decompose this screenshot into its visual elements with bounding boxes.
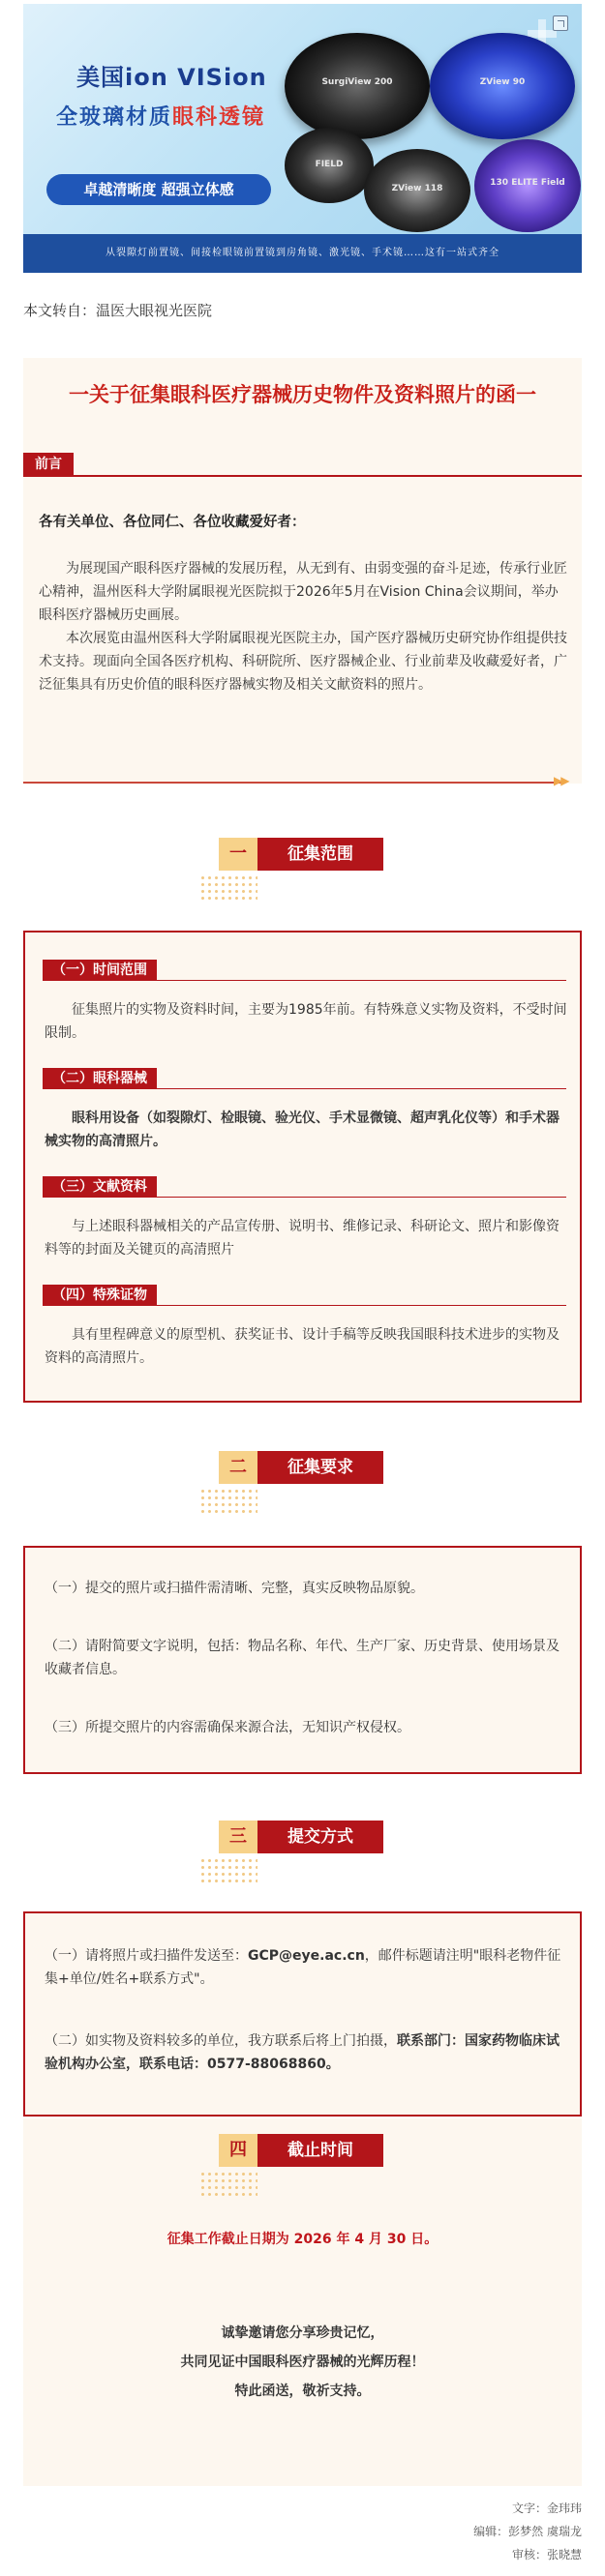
- section-header-scope: 一 征集范围: [219, 838, 383, 871]
- lens-image: SurgiView 200: [285, 33, 430, 139]
- lens-image: 130 ELITE Field: [474, 139, 581, 232]
- ad-banner[interactable]: [23, 4, 582, 273]
- credit-editor: 编辑：彭梦然 虞瑞龙: [473, 2525, 582, 2538]
- subheading-special: （四）特殊证物: [43, 1285, 157, 1306]
- requirement-1: （一）提交的照片或扫描件需清晰、完整，真实反映物品原貌。: [45, 1581, 424, 1596]
- section-header-deadline: 四 截止时间: [219, 2134, 383, 2167]
- dot-pattern: [199, 1857, 257, 1882]
- requirement-2: （二）请附简要文字说明，包括：物品名称、年代、生产厂家、历史背景、使用场景及收藏者信息。: [45, 1639, 560, 1677]
- submission-2: （二）如实物及资料较多的单位，我方联系后将上门拍摄，联系部门：国家药物临床试验机构办公室，联系电话：0577-88068860。: [45, 2033, 560, 2072]
- subheading-rule: [43, 980, 566, 981]
- preface-tag: 前言: [23, 453, 74, 476]
- banner-slogan: 全玻璃材质眼科透镜: [56, 105, 266, 130]
- submission-email[interactable]: GCP@eye.ac.cn: [248, 1948, 365, 1964]
- lens-image: ZView 118: [364, 149, 470, 232]
- subheading-rule: [43, 1305, 566, 1306]
- deadline-card: [23, 2118, 582, 2486]
- lens-image: FIELD: [285, 128, 374, 203]
- credit-writer: 文字：金玮玮: [511, 2502, 582, 2515]
- banner-footer: 从裂隙灯前置镜、间接检眼镜前置镜到房角镜、激光镜、手术镜……这有一站式齐全: [23, 234, 582, 273]
- closing-line-3: 特此函送，敬祈支持。: [234, 2384, 371, 2399]
- preface-rule: [23, 475, 582, 477]
- dot-pattern: [199, 1488, 257, 1513]
- banner-brand: 美国ion VISion: [76, 64, 267, 91]
- deadline-text: 征集工作截止日期为 2026 年 4 月 30 日。: [166, 2232, 439, 2247]
- divider: [23, 782, 561, 784]
- section-header-requirements: 二 征集要求: [219, 1451, 383, 1484]
- subheading-rule: [43, 1197, 566, 1198]
- banner-pill: 卓越清晰度 超强立体感: [46, 174, 271, 205]
- expand-icon[interactable]: [553, 15, 568, 31]
- dot-pattern: [199, 874, 257, 900]
- submission-1: （一）请将照片或扫描件发送至：GCP@eye.ac.cn，邮件标题请注明"眼科老物件征集+单位/姓名+联系方式"。: [45, 1948, 561, 1987]
- greeting: 各有关单位、各位同仁、各位收藏爱好者：: [39, 515, 306, 530]
- source-note: 本文转自：温医大眼视光医院: [23, 302, 213, 319]
- lens-image: ZView 90: [430, 33, 575, 139]
- submission-box: [23, 1911, 582, 2117]
- page-title: 一关于征集眼科医疗器械历史物件及资料照片的函一: [69, 383, 536, 406]
- double-chevron-icon: ▶▶: [554, 774, 568, 787]
- preface-paragraph-2: 本次展览由温州医科大学附属眼视光医院主办，国产医疗器械历史研究协作组提供技术支持。现面向全国各医疗机构、科研院所、医疗器械企业、行业前辈及收藏爱好者，广泛征集具有历史价值的眼科医疗器械实物及相关文献资料的照片。: [39, 631, 567, 693]
- credit-reviewer: 审核：张晓慧: [511, 2548, 582, 2561]
- subheading-time-range: （一）时间范围: [43, 960, 157, 981]
- scope-text-3: 与上述眼科器械相关的产品宣传册、说明书、维修记录、科研论文、照片和影像资料等的封面及关键页的高清照片: [45, 1219, 560, 1258]
- scope-text-2: 眼科用设备（如裂隙灯、检眼镜、验光仪、手术显微镜、超声乳化仪等）和手术器械实物的高清照片。: [45, 1110, 560, 1149]
- closing-line-1: 诚挚邀请您分享珍贵记忆，: [221, 2325, 384, 2341]
- requirement-3: （三）所提交照片的内容需确保来源合法，无知识产权侵权。: [45, 1720, 410, 1735]
- closing-line-2: 共同见证中国眼科医疗器械的光辉历程！: [180, 2354, 425, 2370]
- subheading-rule: [43, 1088, 566, 1089]
- subheading-literature: （三）文献资料: [43, 1176, 157, 1198]
- scope-text-4: 具有里程碑意义的原型机、获奖证书、设计手稿等反映我国眼科技术进步的实物及资料的高清照片。: [45, 1327, 560, 1366]
- dot-pattern: [199, 2171, 257, 2196]
- section-header-submission: 三 提交方式: [219, 1821, 383, 1853]
- preface-paragraph-1: 为展现国产眼科医疗器械的发展历程，从无到有、由弱变强的奋斗足迹，传承行业匠心精神，温州医科大学附属眼视光医院拟于2026年5月在Vision China会议期间，举办眼科医疗器械历史画展。: [39, 561, 567, 623]
- subheading-instruments: （二）眼科器械: [43, 1068, 157, 1089]
- scope-text-1: 征集照片的实物及资料时间，主要为1985年前。有特殊意义实物及资料，不受时间限制。: [45, 1002, 567, 1041]
